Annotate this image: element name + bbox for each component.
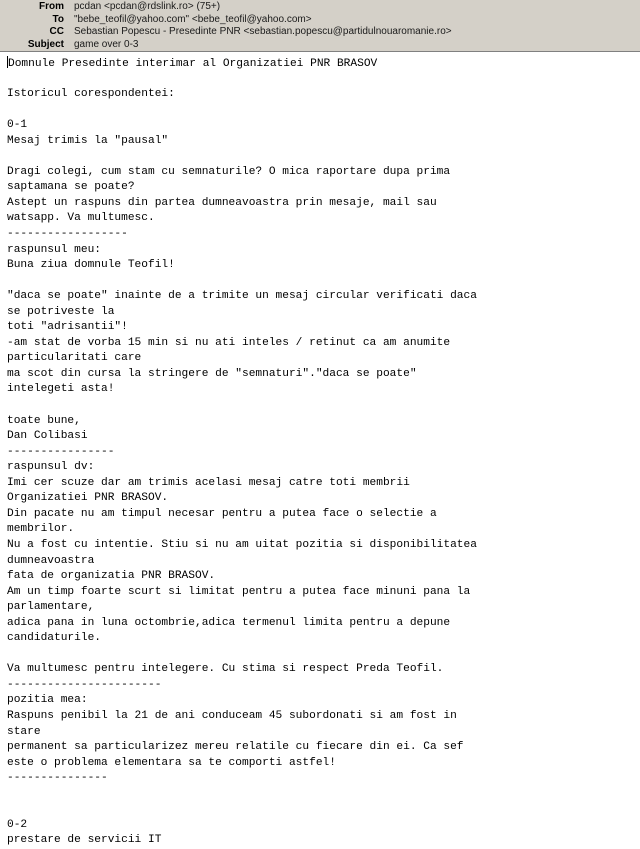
body-line [7,274,640,290]
from-row [0,1,640,14]
body-line: 0-1 [7,119,28,132]
body-line: ---------------- [7,445,115,458]
body-line: prestare de servicii IT [7,834,162,847]
body-line: "daca se poate" inainte de a trimite un mesaj circular verificati daca [7,290,477,303]
body-line [7,647,640,663]
body-line: stare [7,725,41,738]
subject-value: game over 0-3 [74,38,139,50]
body-line: Dan Colibasi [7,430,88,443]
from-value[interactable]: pcdan <pcdan@rdslink.ro> (75+) [74,1,221,12]
body-line: este o problema elementara sa te comporti astfel! [7,756,336,769]
body-line: ma scot din cursa la stringere de "semnaturi"."daca se poate" [7,367,417,380]
body-line: ----------------------- [7,678,162,691]
body-line: Va multumesc pentru intelegere. Cu stima si respect Preda Teofil. [7,663,444,676]
body-line: membrilor. [7,523,75,536]
body-line: Organizatiei PNR BRASOV. [7,492,169,505]
body-line: Imi cer scuze dar am trimis acelasi mesaj catre toti membrii [7,476,410,489]
body-line-text: Domnule Presedinte interimar al Organizatiei PNR BRASOV [8,58,378,70]
cc-row [0,26,640,39]
body-line [7,56,640,72]
body-line: adica pana in luna octombrie,adica termenul limita pentru a depune [7,616,451,629]
body-line: Buna ziua domnule Teofil! [7,259,175,272]
body-line: intelegeti asta! [7,383,115,396]
body-line: watsapp. Va multumesc. [7,212,155,225]
body-line: Din pacate nu am timpul necesar pentru a putea face o selectie a [7,507,437,520]
body-line [7,787,640,803]
body-line: 0-2 [7,818,28,831]
from-label: From [39,1,64,12]
body-line: Astept un raspuns din partea dumneavoastra prin mesaje, mail sau [7,196,437,209]
body-line: Dragi colegi, cum stam cu semnaturile? O mica raportare dupa prima [7,165,451,178]
body-line: parlamentare, [7,601,95,614]
body-line [7,103,640,119]
body-line: Nu a fost cu intentie. Stiu si nu am uitat pozitia si disponibilitatea [7,538,477,551]
body-line: pozitia mea: [7,694,88,707]
body-line: se potriveste la [7,305,115,318]
body-line [7,398,640,414]
body-line: particularitati care [7,352,142,365]
body-line: saptamana se poate? [7,181,135,194]
body-line: permanent sa particularizez mereu relatile cu fiecare din ei. Ca sef [7,741,464,754]
body-line [7,802,640,818]
body-line: Am un timp foarte scurt si limitat pentru a putea face minuni pana la [7,585,471,598]
body-line: --------------- [7,772,108,785]
body-line: toate bune, [7,414,81,427]
message-body[interactable] [0,53,640,849]
to-label: To [52,13,64,25]
cc-label: CC [49,26,64,37]
to-value[interactable]: "bebe_teofil@yahoo.com" <bebe_teofil@yahoo.com> [74,13,312,25]
body-line: Mesaj trimis la "pausal" [7,134,169,147]
body-line [7,72,640,88]
body-line [7,149,640,165]
body-line: ------------------ [7,228,128,241]
body-line: raspunsul dv: [7,461,95,474]
subject-label: Subject [27,38,64,50]
to-row [0,14,640,27]
body-line: Istoricul corespondentei: [7,88,175,101]
body-line: candidaturile. [7,632,101,645]
cc-value[interactable]: Sebastian Popescu - Presedinte PNR <sebastian.popescu@partidulnouaromanie.ro> [74,26,452,37]
body-line: Raspuns penibil la 21 de ani conduceam 45 subordonati si am fost in [7,709,457,722]
body-line: -am stat de vorba 15 min si nu ati inteles / retinut ca am anumite [7,336,451,349]
body-line: dumneavoastra [7,554,95,567]
body-line: toti "adrisantii"! [7,321,128,334]
body-line: fata de organizatia PNR BRASOV. [7,570,216,583]
subject-row [0,39,640,52]
body-line: raspunsul meu: [7,243,101,256]
message-header [0,0,640,52]
